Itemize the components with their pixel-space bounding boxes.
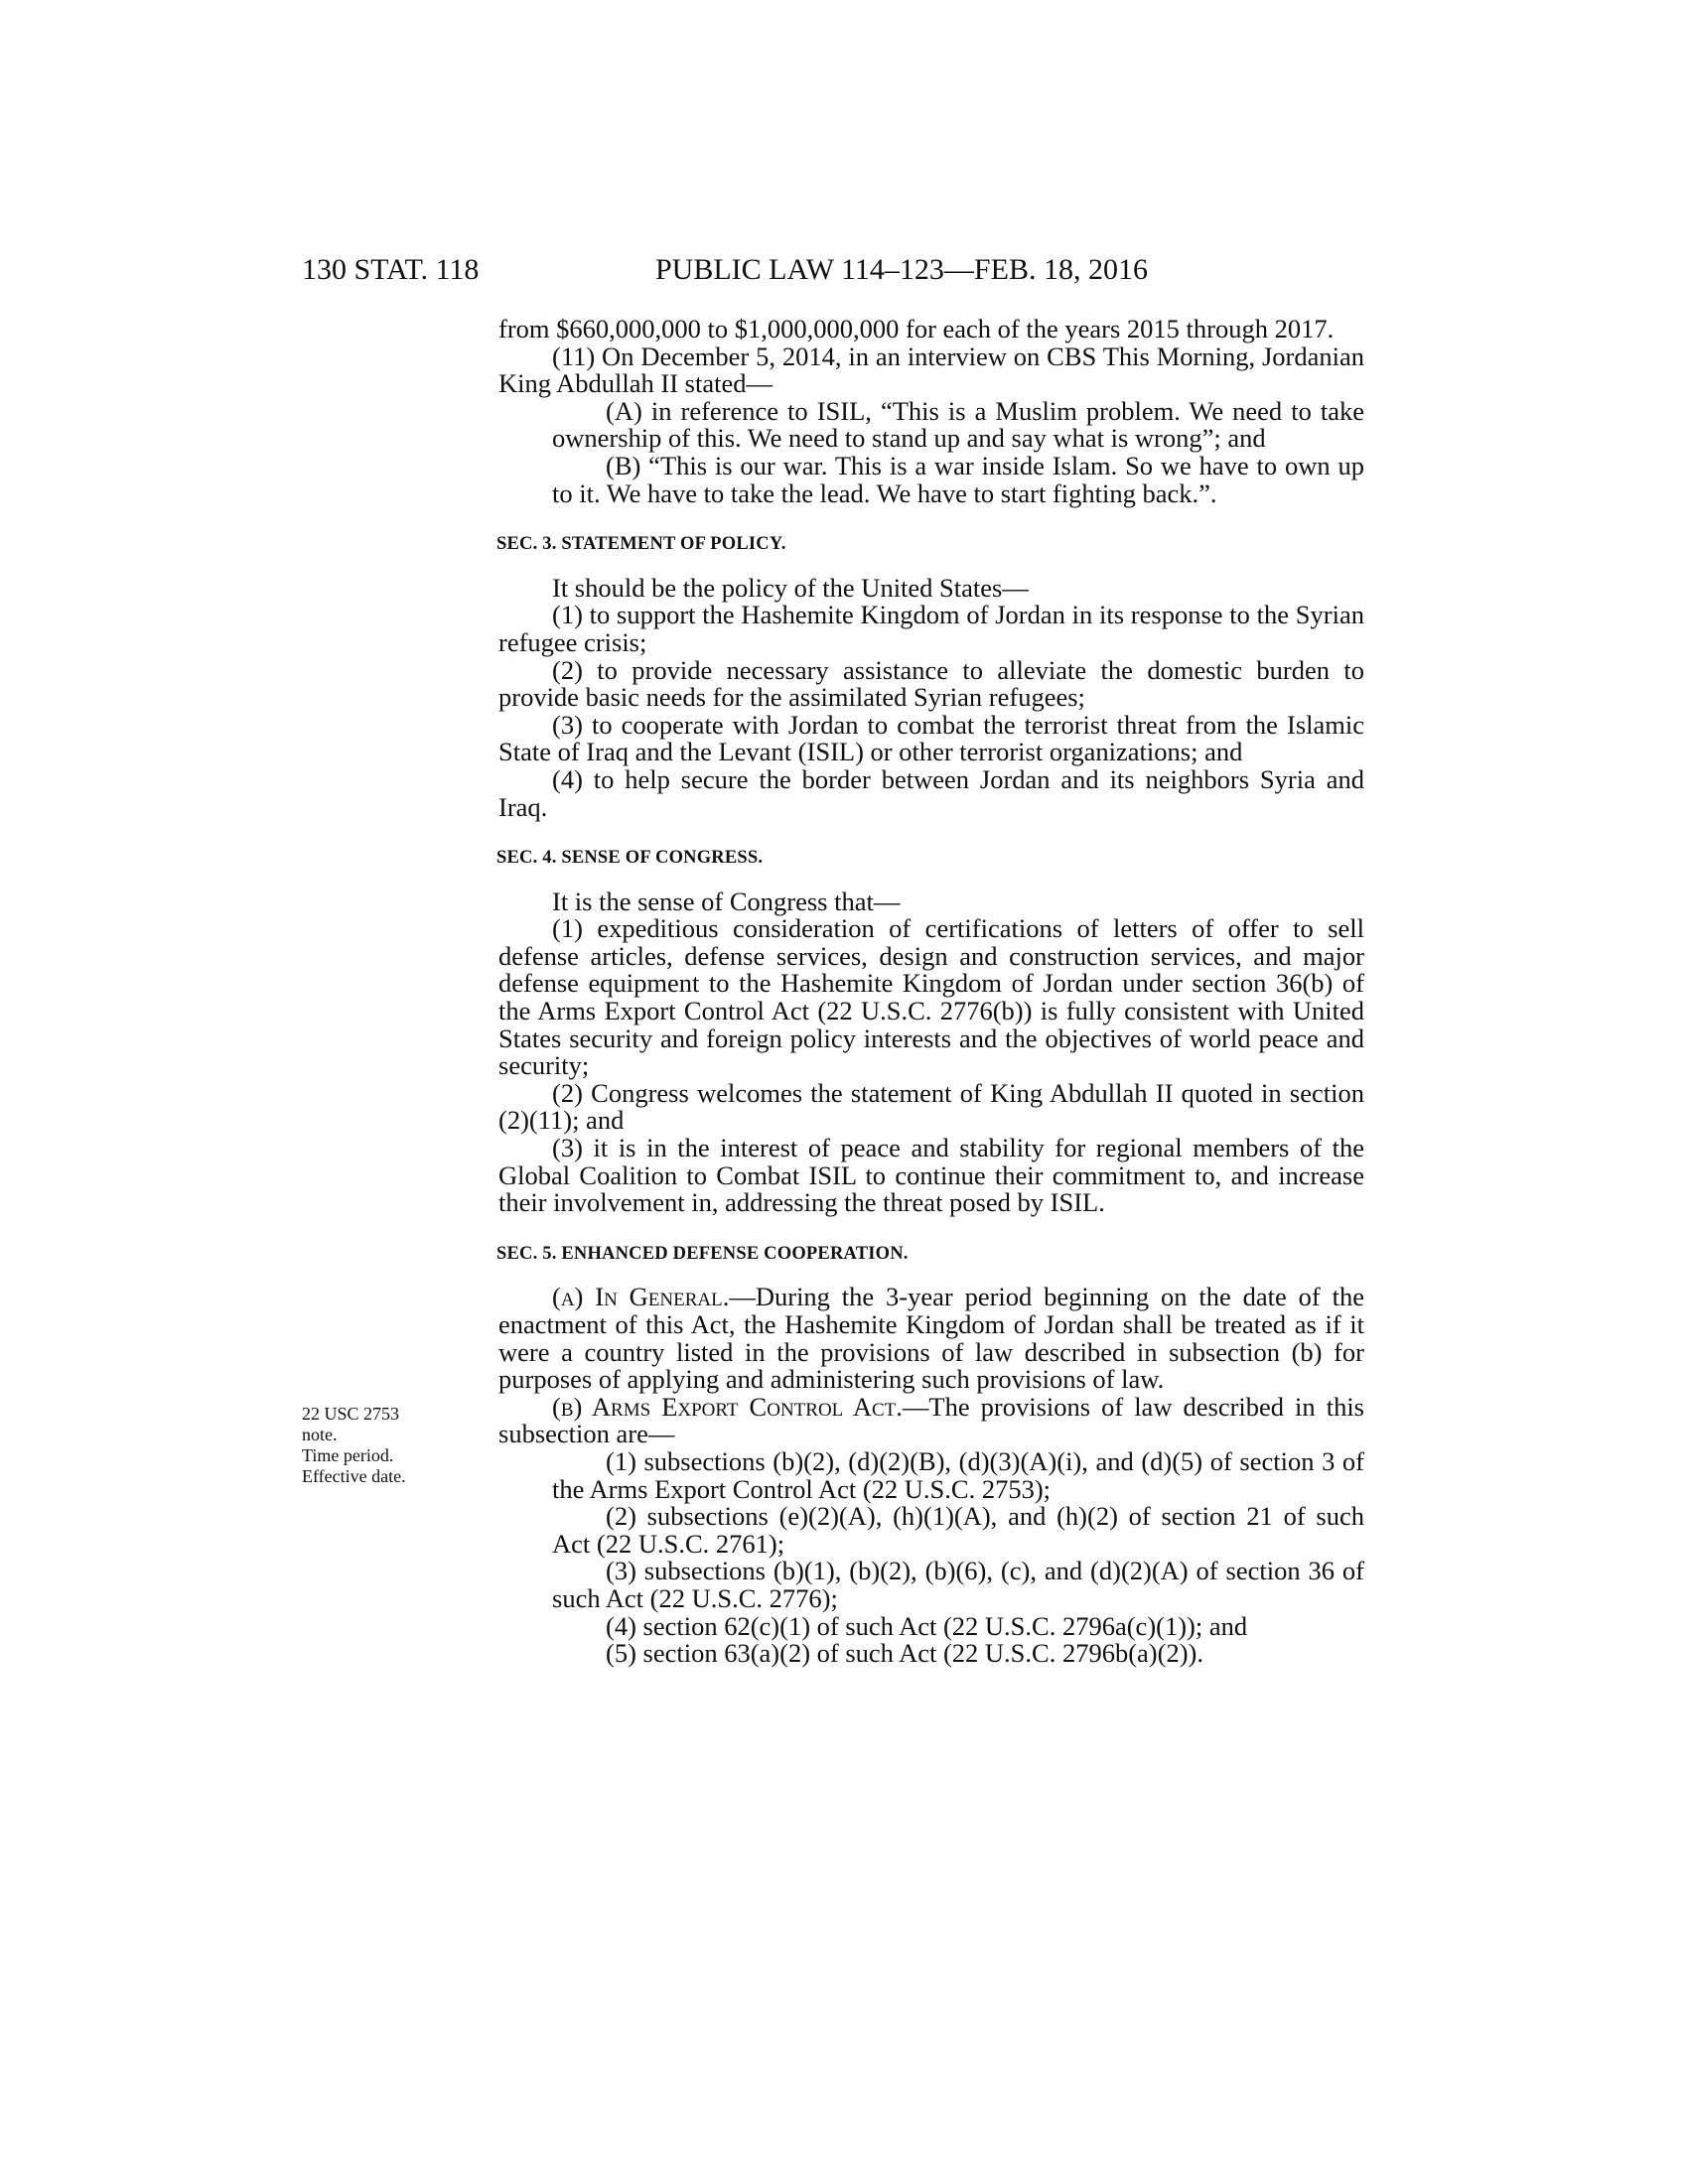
section-3-heading: SEC. 3. STATEMENT OF POLICY.: [496, 534, 786, 555]
margin-note-time-period: Time period.: [302, 1445, 394, 1465]
section-4-item-1: (1) expeditious consideration of certifications of letters of offer to sell defense articles, defense services, design and construction services, and major defense equipment to the Hashemite Kingdom of Jordan under section 36(b) of the Arms Export Control Act (22 U.S.C. 2776(b)) is fully consistent with United States security and foreign policy interests and the objectives of world peace and security;: [498, 913, 1364, 1081]
section-3-item-3: (3) to cooperate with Jordan to combat the terrorist threat from the Islamic State of Iraq and the Levant (ISIL) or other terrorist organizations; and: [498, 709, 1364, 767]
page-header: [302, 250, 1215, 290]
margin-note: [302, 1404, 451, 1487]
section-3-item-2: (2) to provide necessary assistance to alleviate the domestic burden to provide basic needs for the assimilated Syrian refugees;: [498, 654, 1364, 713]
subsection-b-text: —The provisions of law described in this subsection are—: [498, 1391, 1364, 1449]
finding-11-b: (B) “This is our war. This is a war inside Islam. So we have to own up to it. We have to take the lead. We have to start fighting back.”.: [552, 450, 1364, 508]
margin-note-note: note.: [302, 1425, 338, 1444]
section-5-subsection-b: [498, 1391, 1364, 1449]
section-3-item-1: (1) to support the Hashemite Kingdom of Jordan in its response to the Syrian refugee crisis;: [498, 600, 1364, 657]
subsection-a-text: —During the 3-year period beginning on the date of the enactment of this Act, the Hashemite Kingdom of Jordan shall be treated as if it were a country listed in the provisions of law described in subsection (b) for purposes of applying and administering such provisions of law.: [498, 1282, 1364, 1395]
section-5-heading: SEC. 5. ENHANCED DEFENSE COOPERATION.: [496, 1243, 909, 1264]
section-5-b-item-1: (1) subsections (b)(2), (d)(2)(B), (d)(3)(A)(i), and (d)(5) of section 3 of the Arms Export Control Act (22 U.S.C. 2753);: [552, 1445, 1364, 1504]
statute-page-reference: 130 STAT. 118: [302, 253, 480, 286]
paragraph-continuation: from $660,000,000 to $1,000,000,000 for each of the years 2015 through 2017.: [498, 314, 1335, 343]
finding-11: (11) On December 5, 2014, in an interview on CBS This Morning, Jordanian King Abdullah II stated—: [498, 341, 1364, 399]
section-5-b-item-4: (4) section 62(c)(1) of such Act (22 U.S.C. 2796a(c)(1)); and: [606, 1610, 1248, 1641]
section-4-item-3: (3) it is in the interest of peace and stability for regional members of the Global Coalition to Combat ISIL to continue their commitment to, and increase their involvement in, addressing the threat posed by ISIL.: [498, 1133, 1364, 1218]
subsection-b-label: (b) Arms Export Control Act.: [552, 1391, 903, 1422]
section-3-intro: It should be the policy of the United States—: [552, 572, 1029, 603]
document-body: [498, 316, 1364, 1668]
margin-note-effective-date: Effective date.: [302, 1466, 406, 1486]
finding-11-a: (A) in reference to ISIL, “This is a Muslim problem. We need to take ownership of this. We need to stand up and say what is wrong”; and: [552, 395, 1364, 454]
section-5-b-item-3: (3) subsections (b)(1), (b)(2), (b)(6), (c), and (d)(2)(A) of section 36 of such Act (22 U.S.C. 2776);: [552, 1556, 1364, 1613]
section-5-b-item-5: (5) section 63(a)(2) of such Act (22 U.S.C. 2796b(a)(2)).: [606, 1638, 1203, 1669]
section-5-subsection-a: [498, 1284, 1364, 1393]
section-4-item-2: (2) Congress welcomes the statement of King Abdullah II quoted in section (2)(11); and: [498, 1077, 1364, 1136]
section-3-item-4: (4) to help secure the border between Jordan and its neighbors Syria and Iraq.: [498, 763, 1364, 822]
section-4-heading: SEC. 4. SENSE OF CONGRESS.: [496, 848, 764, 869]
subsection-a-label: (a) In General.: [552, 1282, 730, 1312]
margin-note-usc: 22 USC 2753: [302, 1404, 400, 1424]
public-law-title: PUBLIC LAW 114–123—FEB. 18, 2016: [655, 253, 1148, 286]
section-5-b-item-2: (2) subsections (e)(2)(A), (h)(1)(A), and (h)(2) of section 21 of such Act (22 U.S.C. 2761);: [552, 1501, 1364, 1559]
section-4-intro: It is the sense of Congress that—: [552, 886, 901, 916]
